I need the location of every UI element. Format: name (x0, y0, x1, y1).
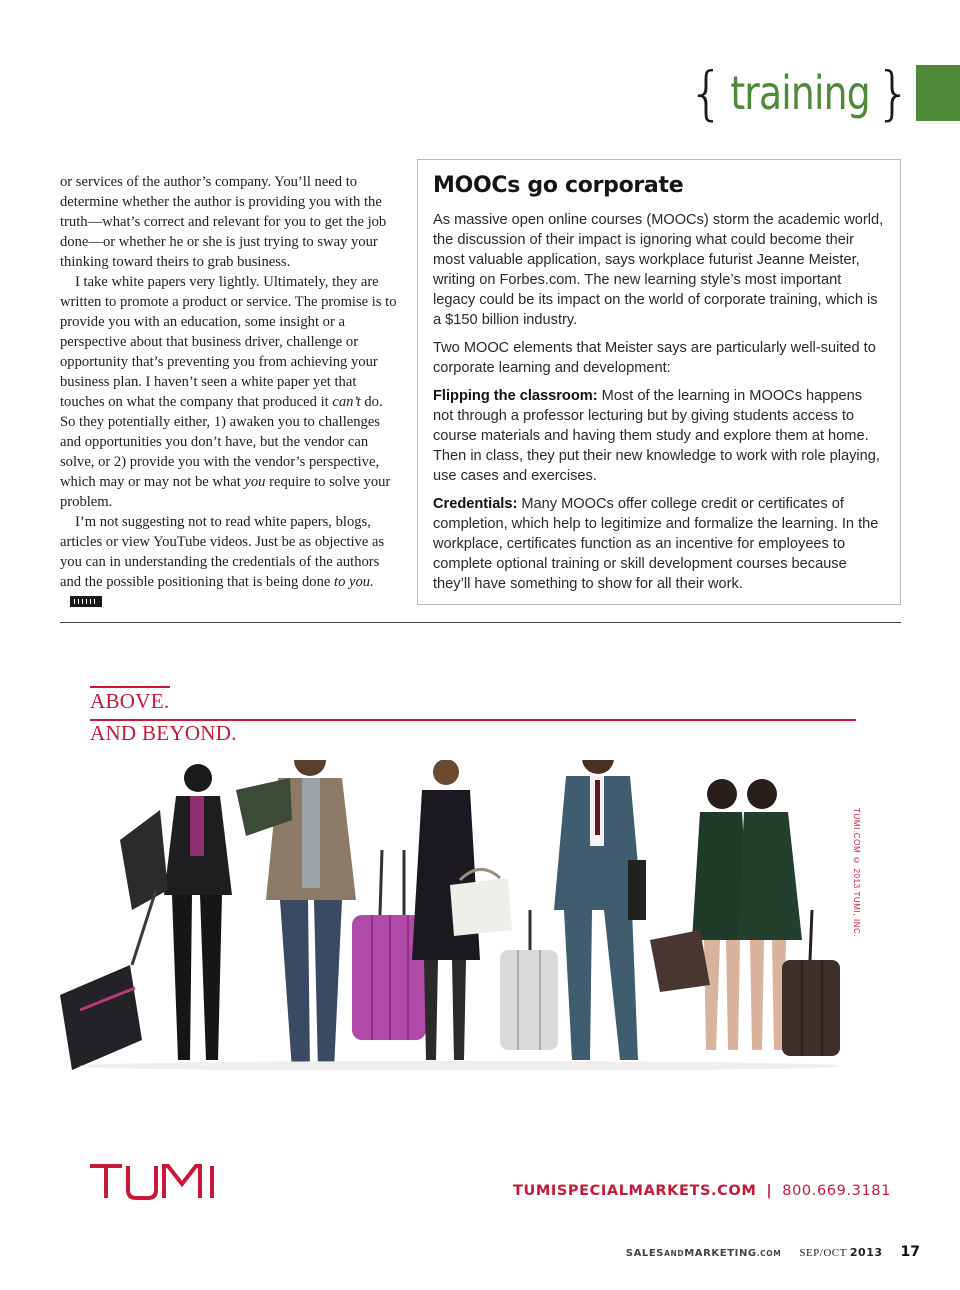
magazine-name-part-4: .COM (756, 1249, 782, 1258)
ad-contact-line (513, 1183, 891, 1199)
article-p2-text-a: I take white papers very lightly. Ultimately, they are written to promote a product or service. The promise is to provide you with an education, some insight or a perspective about that business driver, challenge or opportunity that’s preventing you from achieving your business plan. I haven’t seen a white paper yet that touches on what the company that produced it (60, 274, 397, 410)
tumi-advertisement (60, 630, 901, 1220)
sidebar-item-credentials-label: Credentials: (433, 496, 518, 512)
magazine-name-part-2: AND (664, 1249, 685, 1258)
article-paragraph-1: or services of the author’s company. You’ll need to determine whether the author is providing you with the truth—what’s correct and relevant for you to get the job done—or whether he or she is just trying to sway your thinking toward theirs to grab business. (60, 174, 387, 270)
article-p2-text-b: do. So they potentially either, 1) awaken you to challenges and opportunities you don’t have, but the vendor can solve, or 2) provide you with the vendor’s perspective, which may or may not be what (60, 394, 383, 490)
section-label: training (730, 66, 870, 120)
model-1-figure (60, 764, 232, 1070)
model-2-figure (236, 760, 426, 1070)
page-footer (626, 1244, 920, 1260)
section-tag (687, 59, 960, 127)
ad-phone-number: 800.669.3181 (782, 1183, 891, 1199)
section-close-brace: } (875, 59, 912, 127)
section-divider (60, 622, 901, 623)
sidebar-item-flipping (433, 386, 885, 486)
sidebar-paragraph-1: As massive open online courses (MOOCs) storm the academic world, the discussion of their impact is ignoring what could become their most valuable application, says workplace futurist Jeanne Meister, writing on Forbes.com. The new learning style’s most important legacy could be its impact on the world of corporate training, which is a $150 billion industry. (433, 212, 884, 328)
ad-headline-line-2: AND BEYOND. (90, 721, 237, 745)
ad-website-link[interactable]: TUMISPECIALMARKETS.COM (513, 1183, 757, 1199)
article-p3-emphasis: to you. (334, 574, 374, 590)
ad-photo-models-with-luggage (60, 760, 850, 1070)
article-p2-emphasis-1: can’t (332, 394, 361, 410)
article-p3-text: I’m not suggesting not to read white papers, blogs, articles or view YouTube videos. Just be as objective as you can in understanding the credentials of the authors and the possible positioning that is being done (60, 514, 385, 590)
sidebar-item-credentials-text: Many MOOCs offer college credit or certificates of completion, which help to legitimize and formalize the learning. In the workplace, certificates function as an incentive for employees to complete optional training or skill development courses because they’ll have something to show for all their work. (433, 496, 879, 592)
section-color-bar (916, 65, 960, 121)
sidebar-title: MOOCs go corporate (433, 173, 684, 198)
magazine-name (626, 1248, 782, 1259)
sidebar-item-credentials (433, 494, 885, 594)
ad-copyright-credit: TUMI.COM © 2013 TUMI, INC. (852, 808, 861, 938)
page-number: 17 (900, 1244, 920, 1260)
sidebar-item-flipping-label: Flipping the classroom: (433, 388, 598, 404)
magazine-name-part-1: SALES (625, 1248, 665, 1259)
ad-headline-line-1: ABOVE. (90, 689, 170, 713)
article-column (60, 172, 400, 612)
article-paragraph-3 (60, 512, 400, 612)
magazine-name-part-3: MARKETING (684, 1248, 757, 1259)
issue-date (799, 1246, 882, 1259)
ad-contact-separator: | (766, 1183, 773, 1199)
issue-month: SEP/OCT (799, 1247, 847, 1259)
sidebar-paragraph-2: Two MOOC elements that Meister says are particularly well-suited to corporate learning and development: (433, 340, 876, 376)
sidebar-box (417, 159, 901, 605)
article-paragraph-2 (60, 272, 400, 512)
article-p2-text-c: require to solve your problem. (60, 474, 391, 510)
sidebar-item-flipping-text: Most of the learning in MOOCs happens not through a professor lecturing but by giving students access to course materials and having them study and explore them at home. Then in class, they put their new knowledge to work with role playing, use cases and exercises. (433, 388, 880, 484)
section-open-brace: { (687, 59, 725, 127)
issue-year: 2013 (849, 1246, 883, 1259)
end-mark-icon (70, 596, 102, 607)
ad-headline (90, 685, 237, 749)
model-5-6-figures (650, 779, 840, 1056)
article-p2-emphasis-2: you (244, 474, 266, 490)
model-3-figure (412, 760, 558, 1060)
tumi-logo (88, 1162, 224, 1200)
model-4-figure (554, 760, 646, 1060)
